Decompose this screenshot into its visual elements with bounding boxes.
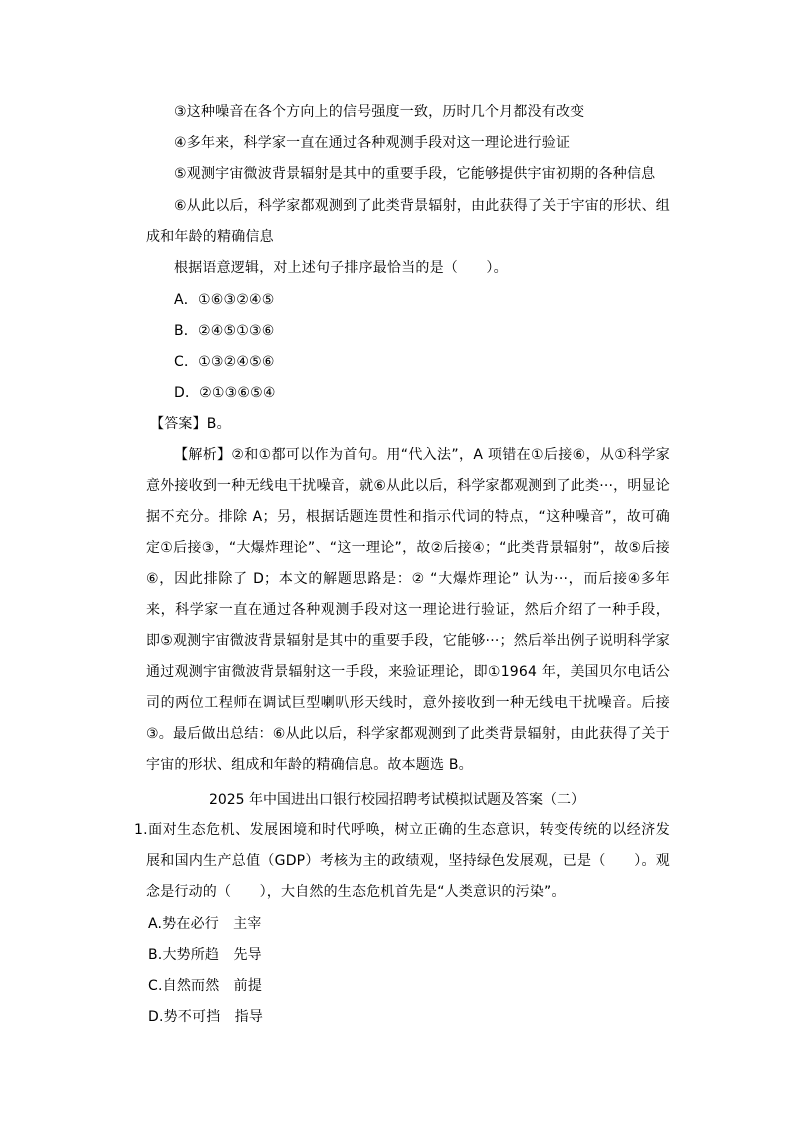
sentence-6: ⑥从此以后，科学家都观测到了此类背景辐射，由此获得了关于宇宙的形状、组成和年龄的精确信息 xyxy=(146,198,670,245)
answer: 【答案】B。 xyxy=(150,416,231,432)
sentence-4: ④多年来，科学家一直在通过各种观测手段对这一理论进行验证 xyxy=(174,135,571,151)
question-text: 根据语意逻辑，对上述句子排序最恰当的是（ ）。 xyxy=(174,260,508,276)
sentence-3: ③这种噪音在各个方向上的信号强度一致，历时几个月都没有改变 xyxy=(174,104,585,120)
option-c: C．①③②④⑤⑥ xyxy=(174,354,275,370)
question-1-stem: 1.面对生态危机、发展困境和时代呼唤，树立正确的生态意识，转变传统的以经济发展和国内生产总值（GDP）考核为主的政绩观，坚持绿色发展观，已是（ ）。观念是行动的（ ），大自然的生态危机首先是“人类意识的污染”。 xyxy=(134,822,670,900)
section-title: 2025 年中国进出口银行校园招聘考试模拟试题及答案（二） xyxy=(208,792,586,808)
option-d: D．②①③⑥⑤④ xyxy=(174,385,276,401)
q1-option-a: A.势在必行 主宰 xyxy=(148,916,262,932)
q1-option-d: D.势不可挡 指导 xyxy=(148,1009,264,1025)
option-b: B．②④⑤①③⑥ xyxy=(174,323,275,339)
option-a: A．①⑥③②④⑤ xyxy=(174,292,275,308)
analysis: 【解析】②和①都可以作为首句。用“代入法”，A 项错在①后接⑥，从①科学家意外接收到一种无线电干扰噪音，就⑥从此以后，科学家都观测到了此类···，明显论据不充分。排除 A；另，根据话题连贯性和指示代词的特点，“这种噪音”，故可确定①后接③，“大爆炸理论”、“这一理论”，故②后接④；“此类背景辐射”，故⑤后接⑥，因此排除了 D；本文的解题思路是：② “大爆炸理论” 认为···，而后接④多年来，科学家一直在通过各种观测手段对这一理论进行验证，然后介绍了一种手段，即⑤观测宇宙微波背景辐射是其中的重要手段，它能够···；然后举出例子说明科学家通过观测宇宙微波背景辐射这一手段，来验证理论，即①1964 年，美国贝尔电话公司的两位工程师在调试巨型喇叭形天线时，意外接收到一种无线电干扰噪音。后接③。最后做出总结：⑥从此以后，科学家都观测到了此类背景辐射，由此获得了关于宇宙的形状、组成和年龄的精确信息。故本题选 B。 xyxy=(146,447,670,773)
q1-option-c: C.自然而然 前提 xyxy=(148,978,263,994)
sentence-5: ⑤观测宇宙微波背景辐射是其中的重要手段，它能够提供宇宙初期的各种信息 xyxy=(174,166,656,182)
q1-option-b: B.大势所趋 先导 xyxy=(148,947,262,963)
